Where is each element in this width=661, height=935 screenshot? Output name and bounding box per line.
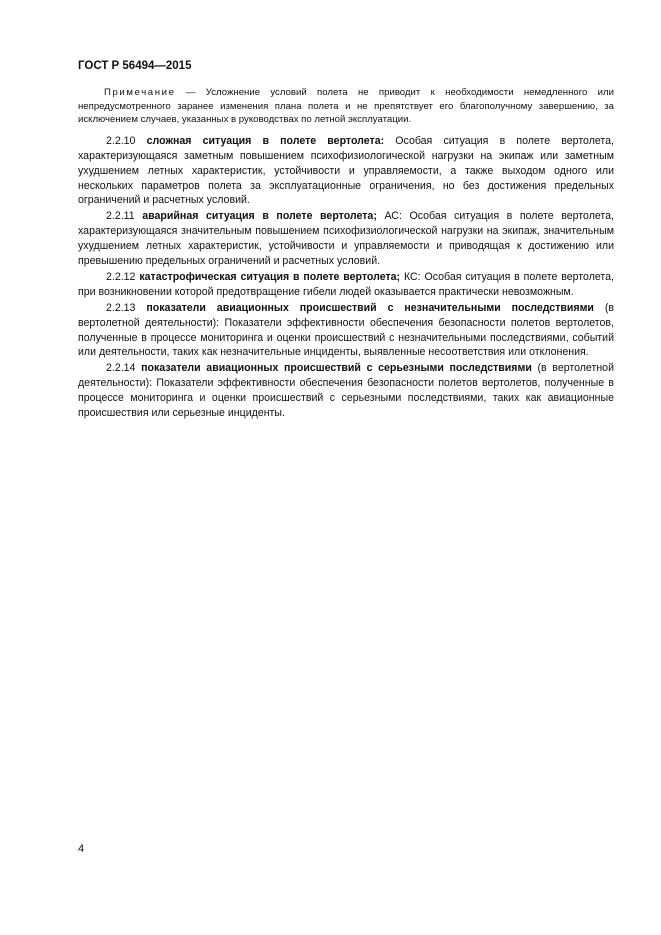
section-number: 2.2.14 xyxy=(106,362,136,375)
section-2-2-12 xyxy=(78,270,614,300)
page-number: 4 xyxy=(78,843,85,855)
section-text: КС: Особая ситуация в полете вертолета, при возникновении которой предотвращение гибели людей оказывается практически невозможным. xyxy=(78,270,614,298)
section-term: катастрофическая ситуация в полете вертолета; xyxy=(139,270,401,283)
note-paragraph xyxy=(78,86,614,127)
section-text: АС: Особая ситуация в полете вертолета, характеризующаяся значительным повышением психофизиологической нагрузки на экипаж, значительным ухудшением летных характеристик, устойчивости и управляемости и приводящая к достижению или превышению предельных ограничений и расчетных условий. xyxy=(78,210,614,268)
document-body xyxy=(78,86,614,422)
section-term: сложная ситуация в полете вертолета: xyxy=(146,134,385,147)
section-2-2-10 xyxy=(78,134,614,209)
note-text: — Усложнение условий полета не приводит к необходимости немедленного или непредусмотренного заранее изменения плана полета и не препятствует его благополучному завершению, за исключением случаев, указанных в руководствах по летной эксплуатации. xyxy=(78,87,614,126)
section-text: Особая ситуация в полете вертолета, характеризующаяся заметным повышением психофизиологической нагрузки на экипаж или заметным ухудшением летных характеристик, устойчивости и управляемости, а также выходом одного или нескольких параметров полета за эксплуатационные ограничения, но без достижения предельных ограничений и расчетных условий. xyxy=(78,134,614,207)
section-text: (в вертолетной деятельности): Показатели эффективности обеспечения безопасности полетов вертолетов, полученные в процессе мониторинга и оценки происшествий с незначительными последствиями, событий или деятельности, таких как незначительные инциденты, выявленные несоответствия или отклонения. xyxy=(78,301,615,359)
document-code: ГОСТ Р 56494—2015 xyxy=(78,60,192,72)
section-number: 2.2.11 xyxy=(106,210,135,223)
section-term: показатели авиационных происшествий с незначительными последствиями xyxy=(146,301,594,314)
section-2-2-14 xyxy=(78,361,614,421)
section-term: показатели авиационных происшествий с серьезными последствиями xyxy=(141,362,532,375)
section-2-2-11 xyxy=(78,209,614,269)
section-number: 2.2.10 xyxy=(106,134,136,147)
section-2-2-13 xyxy=(78,301,614,361)
section-text: (в вертолетной деятельности): Показатели эффективности обеспечения безопасности полетов вертолетов, полученные в процессе мониторинга и оценки происшествий с серьезными последствиями, таких как авиационные происшествия или серьезные инциденты. xyxy=(78,362,614,420)
section-number: 2.2.13 xyxy=(106,301,136,314)
section-number: 2.2.12 xyxy=(106,270,136,283)
note-label: Примечание xyxy=(104,87,176,98)
section-term: аварийная ситуация в полете вертолета; xyxy=(142,210,377,223)
